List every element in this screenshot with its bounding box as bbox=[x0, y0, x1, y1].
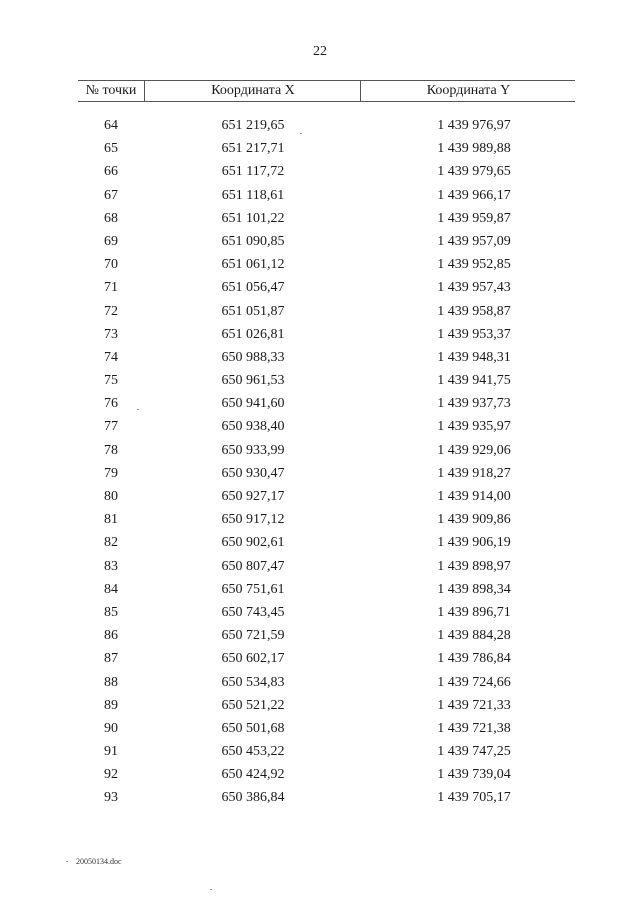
cell-point-number: 86 bbox=[104, 628, 118, 644]
cell-coordinate-y: 1 439 979,65 bbox=[437, 164, 511, 180]
cell-point-number: 82 bbox=[104, 535, 118, 551]
cell-coordinate-x: 651 061,12 bbox=[221, 257, 285, 273]
cell-coordinate-x: 650 807,47 bbox=[221, 558, 285, 574]
cell-point-number: 90 bbox=[104, 720, 118, 736]
cell-point-number: 67 bbox=[104, 187, 118, 203]
table-row bbox=[78, 114, 575, 137]
cell-coordinate-y: 1 439 721,33 bbox=[437, 697, 511, 713]
cell-coordinate-x: 650 902,61 bbox=[221, 535, 285, 551]
header-point-number: № точки bbox=[85, 83, 137, 98]
cell-coordinate-y: 1 439 906,19 bbox=[437, 535, 511, 551]
footer-filename bbox=[76, 857, 122, 866]
table-row bbox=[78, 671, 575, 694]
cell-point-number: 78 bbox=[104, 442, 118, 458]
cell-coordinate-x: 650 721,59 bbox=[221, 628, 285, 644]
table-row bbox=[78, 439, 575, 462]
cell-point-number: 87 bbox=[104, 651, 118, 667]
table-row bbox=[78, 392, 575, 415]
cell-coordinate-y: 1 439 786,84 bbox=[437, 651, 511, 667]
cell-coordinate-y: 1 439 958,87 bbox=[437, 303, 511, 319]
cell-coordinate-x: 650 453,22 bbox=[221, 744, 285, 760]
cell-coordinate-y: 1 439 941,75 bbox=[437, 373, 511, 389]
cell-point-number: 68 bbox=[104, 210, 118, 226]
cell-coordinate-x: 650 602,17 bbox=[221, 651, 285, 667]
table-row bbox=[78, 276, 575, 299]
cell-coordinate-y: 1 439 896,71 bbox=[437, 604, 511, 620]
cell-point-number: 72 bbox=[104, 303, 118, 319]
cell-point-number: 74 bbox=[104, 349, 118, 365]
table-row bbox=[78, 415, 575, 438]
cell-coordinate-y: 1 439 914,00 bbox=[437, 489, 511, 504]
cell-coordinate-x: 650 424,92 bbox=[221, 767, 285, 783]
table-row bbox=[78, 160, 575, 183]
cell-coordinate-y: 1 439 898,34 bbox=[437, 581, 511, 597]
table-row bbox=[78, 555, 575, 578]
cell-point-number: 71 bbox=[104, 280, 118, 296]
cell-point-number: 70 bbox=[104, 257, 118, 273]
cell-coordinate-y: 1 439 959,87 bbox=[437, 210, 511, 226]
header-coordinate-x: Координата X bbox=[144, 81, 361, 101]
cell-coordinate-x: 651 026,81 bbox=[221, 326, 285, 342]
cell-coordinate-x: 650 988,33 bbox=[221, 349, 285, 365]
cell-point-number: 79 bbox=[104, 465, 118, 481]
cell-point-number: 93 bbox=[104, 790, 118, 806]
cell-coordinate-y: 1 439 918,27 bbox=[437, 465, 511, 481]
cell-point-number: 66 bbox=[104, 164, 118, 180]
cell-point-number: 88 bbox=[104, 674, 118, 690]
cell-coordinate-y: 1 439 721,38 bbox=[437, 720, 511, 736]
table-row bbox=[78, 694, 575, 717]
cell-point-number: 81 bbox=[104, 512, 118, 528]
cell-coordinate-y: 1 439 952,85 bbox=[437, 257, 511, 273]
table-row bbox=[78, 601, 575, 624]
cell-coordinate-x: 651 219,65 bbox=[221, 118, 285, 133]
table-row bbox=[78, 346, 575, 369]
scan-speck bbox=[137, 409, 139, 410]
cell-coordinate-x: 650 501,68 bbox=[221, 720, 285, 736]
table-row bbox=[78, 300, 575, 323]
cell-coordinate-x: 650 941,60 bbox=[221, 396, 285, 412]
table-row bbox=[78, 137, 575, 160]
cell-point-number: 77 bbox=[104, 419, 118, 435]
cell-coordinate-x: 651 117,72 bbox=[221, 164, 285, 180]
cell-coordinate-x: 650 521,22 bbox=[221, 697, 285, 713]
table-row bbox=[78, 647, 575, 670]
table-row bbox=[78, 369, 575, 392]
cell-coordinate-x: 650 961,53 bbox=[221, 373, 285, 389]
cell-point-number: 84 bbox=[104, 581, 118, 597]
table-row bbox=[78, 786, 575, 809]
cell-coordinate-y: 1 439 739,04 bbox=[437, 767, 511, 783]
cell-coordinate-y: 1 439 724,66 bbox=[437, 674, 511, 690]
table-row bbox=[78, 624, 575, 647]
cell-coordinate-y: 1 439 747,25 bbox=[437, 744, 511, 760]
cell-coordinate-y: 1 439 929,06 bbox=[437, 442, 511, 458]
table-row bbox=[78, 462, 575, 485]
scan-speck bbox=[210, 889, 212, 890]
cell-coordinate-x: 651 056,47 bbox=[221, 280, 285, 296]
table-row bbox=[78, 740, 575, 763]
table-row bbox=[78, 485, 575, 508]
cell-point-number: 75 bbox=[104, 373, 118, 389]
table-row bbox=[78, 508, 575, 531]
cell-coordinate-y: 1 439 948,31 bbox=[437, 349, 511, 365]
cell-coordinate-x: 651 118,61 bbox=[221, 187, 285, 203]
cell-point-number: 89 bbox=[104, 697, 118, 713]
header-coordinate-y: Координата Y bbox=[360, 81, 576, 101]
cell-coordinate-y: 1 439 953,37 bbox=[437, 326, 511, 342]
cell-point-number: 83 bbox=[104, 558, 118, 574]
scan-speck bbox=[300, 133, 302, 134]
cell-coordinate-y: 1 439 976,97 bbox=[437, 118, 511, 133]
cell-coordinate-y: 1 439 909,86 bbox=[437, 512, 511, 528]
table-row bbox=[78, 253, 575, 276]
cell-coordinate-y: 1 439 957,09 bbox=[437, 233, 511, 249]
cell-coordinate-y: 1 439 989,88 bbox=[437, 141, 511, 157]
cell-point-number: 64 bbox=[104, 118, 118, 133]
cell-point-number: 91 bbox=[104, 744, 118, 760]
cell-coordinate-x: 650 534,83 bbox=[221, 674, 285, 690]
cell-coordinate-x: 651 051,87 bbox=[221, 303, 285, 319]
cell-point-number: 73 bbox=[104, 326, 118, 342]
table-header bbox=[78, 80, 575, 102]
cell-coordinate-y: 1 439 884,28 bbox=[437, 628, 511, 644]
footer-filename-text: 20050134.doc bbox=[76, 857, 122, 866]
table-row bbox=[78, 578, 575, 601]
table-row bbox=[78, 717, 575, 740]
cell-coordinate-x: 650 938,40 bbox=[221, 419, 285, 435]
cell-coordinate-x: 650 927,17 bbox=[221, 489, 285, 504]
table-row bbox=[78, 230, 575, 253]
cell-point-number: 76 bbox=[104, 396, 118, 412]
cell-coordinate-x: 650 917,12 bbox=[221, 512, 285, 528]
table-row bbox=[78, 763, 575, 786]
page-number: 22 bbox=[313, 44, 327, 59]
cell-coordinate-y: 1 439 966,17 bbox=[437, 187, 511, 203]
table-row bbox=[78, 184, 575, 207]
cell-coordinate-x: 651 217,71 bbox=[221, 141, 285, 157]
cell-point-number: 69 bbox=[104, 233, 118, 249]
cell-point-number: 85 bbox=[104, 604, 118, 620]
cell-coordinate-y: 1 439 937,73 bbox=[437, 396, 511, 412]
coordinates-table bbox=[78, 114, 575, 810]
cell-coordinate-y: 1 439 935,97 bbox=[437, 419, 511, 435]
cell-coordinate-x: 650 933,99 bbox=[221, 442, 285, 458]
cell-coordinate-y: 1 439 898,97 bbox=[437, 558, 511, 574]
cell-coordinate-x: 650 751,61 bbox=[221, 581, 285, 597]
cell-coordinate-y: 1 439 957,43 bbox=[437, 280, 511, 296]
cell-coordinate-x: 651 101,22 bbox=[221, 210, 285, 226]
cell-point-number: 65 bbox=[104, 141, 118, 157]
cell-coordinate-y: 1 439 705,17 bbox=[437, 790, 511, 806]
table-row bbox=[78, 323, 575, 346]
cell-point-number: 92 bbox=[104, 767, 118, 783]
cell-point-number: 80 bbox=[104, 489, 118, 504]
scan-speck bbox=[66, 861, 68, 862]
cell-coordinate-x: 650 930,47 bbox=[221, 465, 285, 481]
cell-coordinate-x: 650 743,45 bbox=[221, 604, 285, 620]
table-row bbox=[78, 207, 575, 230]
cell-coordinate-x: 651 090,85 bbox=[221, 233, 285, 249]
cell-coordinate-x: 650 386,84 bbox=[221, 790, 285, 806]
table-row bbox=[78, 531, 575, 554]
